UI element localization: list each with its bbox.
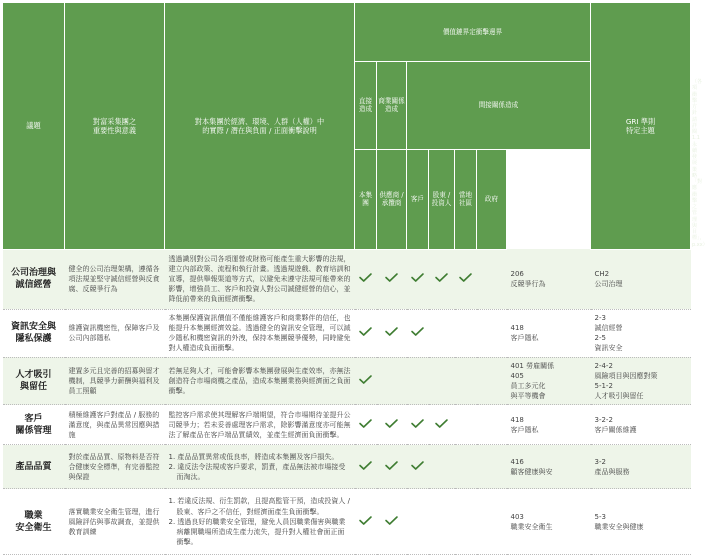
impact-list-item: 1. 產品品質異常或低良率，將造成本集團及客戶損失。 (168, 452, 339, 461)
table-body (3, 249, 691, 555)
impact-list-item: 2. 違反法令法規或客戶要求，罰責，產品無法被市場接受而淘汰。 (168, 462, 346, 481)
impact-list-item: 1. 若違反法規、衍生罰款，且提高監管干預，造成投資人 / 股東、客戶之不信任，對經濟面產生負面衝擊。 (168, 497, 350, 516)
header-supplier-text: 供應商 / 承攬商 (379, 191, 404, 208)
row-significance: 對於產品品質、原物料是否符合健康安全標準，有完善監控與保證 (65, 445, 165, 489)
row-chapter: CH2 公司治理 (591, 249, 691, 309)
table-row (3, 357, 691, 405)
row-impact (165, 309, 355, 357)
row-gri: 206 反競爭行為 (507, 249, 591, 309)
check-cell-investor (429, 309, 455, 357)
check-cell-supplier (377, 357, 407, 405)
table-row (3, 445, 691, 489)
row-impact (165, 249, 355, 309)
check-cell-group (355, 249, 377, 309)
check-cell-customer (407, 357, 429, 405)
row-significance: 健全的公司治理架構，遵循各項法規並堅守誠信經營與反貪腐、反競爭行為 (65, 249, 165, 309)
header-impact-text: 對本集團於經濟、環境、人群（人權）中 的實際 / 潛在與負面 / 正面衝擊說明 (194, 116, 325, 135)
impact-list (169, 452, 351, 482)
row-topic: 客戶 關係管理 (3, 405, 65, 445)
check-icon (411, 327, 424, 336)
check-icon (385, 461, 398, 470)
header-gri (591, 3, 691, 250)
header-chapter-text: 管理方針對應章節 (692, 4, 700, 76)
check-cell-community (455, 357, 477, 405)
row-chapter: 3-2-2 客戶關係維護 (591, 405, 691, 445)
row-gri: 403 職業安全衛生 (507, 489, 591, 555)
header-community-text: 當地 社區 (458, 191, 473, 208)
header-community (455, 150, 477, 250)
check-icon (359, 419, 372, 428)
header-business (377, 61, 407, 149)
row-impact (165, 489, 355, 555)
row-gri: 418 客戶隱私 (507, 405, 591, 445)
check-cell-customer (407, 405, 429, 445)
header-government: 政府 (477, 150, 507, 250)
check-icon (359, 327, 372, 336)
check-cell-investor (429, 249, 455, 309)
row-chapter: 3-2 產品與服務 (591, 445, 691, 489)
row-impact (165, 357, 355, 405)
check-cell-investor (429, 405, 455, 445)
check-cell-government (477, 357, 507, 405)
check-cell-community (455, 405, 477, 445)
check-cell-supplier (377, 489, 407, 555)
check-icon (385, 419, 398, 428)
check-cell-customer (407, 445, 429, 489)
row-topic: 產品品質 (3, 445, 65, 489)
check-cell-community (455, 445, 477, 489)
table-row (3, 249, 691, 309)
check-cell-government (477, 249, 507, 309)
header-direct-text: 直接 造成 (358, 97, 373, 114)
check-cell-group (355, 405, 377, 445)
header-significance-text: 對富采集團之 重要性與意義 (92, 116, 137, 135)
check-icon (435, 273, 448, 282)
check-icon (385, 273, 398, 282)
row-significance: 建置多元且完善的招募與留才機制，具競爭力薪酬與福利及員工照顧 (65, 357, 165, 405)
check-cell-government (477, 309, 507, 357)
row-significance: 積極維護客戶對產品 / 服務的滿意度，與產品異常因應與措施 (65, 405, 165, 445)
check-icon (359, 516, 372, 525)
check-icon (359, 461, 372, 470)
check-icon (435, 419, 448, 428)
check-cell-group (355, 489, 377, 555)
row-chapter: 2-3 誠信經營 2-5 資訊安全 (591, 309, 691, 357)
header-business-text: 商業關係 造成 (378, 97, 405, 114)
check-cell-government (477, 405, 507, 445)
header-customer: 客戶 (407, 150, 429, 250)
check-cell-customer (407, 249, 429, 309)
header-topic: 議題 (3, 3, 65, 250)
check-cell-government (477, 445, 507, 489)
header-significance (65, 3, 165, 250)
header-impact (165, 3, 355, 250)
check-icon (385, 516, 398, 525)
impact-list-item: 2. 透過良好的職業安全管理，避免人員因職業傷害與職業病離開職場所造成生產力流失，提升對人權社會面正面衝擊。 (168, 517, 346, 547)
check-cell-community (455, 249, 477, 309)
row-gri: 401 勞雇關係 405 員工多元化 與平等機會 (507, 357, 591, 405)
check-cell-community (455, 309, 477, 357)
check-icon (411, 273, 424, 282)
check-cell-government (477, 489, 507, 555)
check-cell-investor (429, 445, 455, 489)
check-cell-supplier (377, 405, 407, 445)
header-group: 本集團 (355, 150, 377, 250)
check-icon (411, 419, 424, 428)
header-gri-text: GRI 準則 特定主題 (625, 116, 656, 135)
check-icon (459, 273, 472, 282)
check-icon (359, 273, 372, 282)
check-cell-community (455, 489, 477, 555)
impact-text: 本集團保護資訊價值不僅能維護客戶和商業夥伴的信任，也能提升本集團經濟效益。透過健全的資訊安全管理，可以減少隱私和機密資訊的外洩，保持本集團競爭優勢，同時避免對人權造成負面衝擊。 (168, 313, 351, 353)
check-icon (385, 327, 398, 336)
header-relation: 間接關係造成 (407, 61, 591, 149)
check-cell-customer (407, 489, 429, 555)
check-cell-group (355, 309, 377, 357)
impact-text: 監控客戶需求使其理解客戶端期望，符合市場期待並提升公司競爭力；若未妥善處理客戶需求，除影響滿意度亦可能無法了解產品在客戶端品質績效，並產生經濟面負面衝擊。 (168, 410, 351, 439)
header-supplier (377, 150, 407, 250)
table-row (3, 489, 691, 555)
check-cell-supplier (377, 249, 407, 309)
check-cell-supplier (377, 309, 407, 357)
header-investor-text: 股東 / 投資人 (431, 191, 452, 208)
materiality-table: 議題 對富采集團之 重要性與意義 對本集團於經濟、環境、人群（人權）中 的實際 / 潛在與負面 / 正面衝擊說明 價值鏈界定衝擊邊界 GRI 準則 特定主題 管理方針對應章節 （各項衝擊方針請詳閱 1.1 永續發展策略「對應衝擊之管理與目標」，p.xx） 直接 造成 商業關係 造成 間接關係造成 本集團 供應商 / 承攬商 客戶 股東 / 投資人 當地 社區 政府 公司治理與 誠信經營 健全的公司治理架構，遵循各項法規並堅守誠信經營與反貪腐、反競爭行為 透過識別對公司各項運營或財務可能產生重大影響的法規，建立內部政策、流程和執行計畫。透過規遊戲、教育培訓和宣導，提供舉報渠道等方式，以避免未遵守法規可能帶來的影響，增強員工、客戶和投資人對公司誠健經營的信心，並降低前帶來的負面經濟衝擊。 206 反競爭行為 CH2 公司治理 資訊安全與 隱私保護 維護資訊機密性，保障客戶及公司內部隱私 本集團保護資訊價值不僅能維護客戶和商業夥伴的信任，也能提升本集團經濟效益。透過健全的資訊安全管理，可以減少隱私和機密資訊的外洩，保持本集團競爭優勢，同時避免對人權造成負面衝擊。 418 客戶隱私 2-3 誠信經營 2-5 資訊安全 人才吸引 與留任 建置多元且完善的招募與留才機制，具競爭力薪酬與福利及員工照顧 若無足夠人才，可能會影響本集團發展與生產效率，亦無法創造符合市場商機之產品，造成本集團業務與經濟面之負面衝擊。 401 勞雇關係 405 員工多元化 與平等機會 2-4-2 風險項目與因應對策 5-1-2 人才吸引與留任 客戶 關係管理 積極維護客戶對產品 / 服務的滿意度，與產品異常因應與措施 監控客戶需求使其理解客戶端期望，符合市場期待並提升公司競爭力；若未妥善處理客戶需求，除影響滿意度亦可能無法了解產品在客戶端品質績效，並產生經濟面負面衝擊。 418 客戶隱私 3-2-2 客戶關係維護 產品品質 對於產品品質、原物料是否符合健康安全標準，有完善監控與保證 1. 產品品質異常或低良率，將造成本集團及客戶損失。 2. 違反法令法規或客戶要求，罰責，產品無法被市場接受而淘汰。 416 顧客健康與安 3-2 產品與服務 職業 安全衛生 落實職業安全衛生管理，進行風險評估與事故調查，並提供教育訓練 1. 若違反法規、衍生罰款，且提高監管干預，造成投資人 / 股東、客戶之不信任，對經濟面產生負面衝擊。 2. 透過良好的職業安全管理，避免人員因職業傷害與職業病離開職場所造成生產力流失，提升對人權社會面正面衝擊。 403 職業安全衛生 5-3 職業安全與健康 (2, 2, 691, 555)
header-investor (429, 150, 455, 250)
row-significance: 維護資訊機密性，保障客戶及公司內部隱私 (65, 309, 165, 357)
row-topic: 資訊安全與 隱私保護 (3, 309, 65, 357)
check-icon (359, 375, 372, 384)
check-cell-investor (429, 357, 455, 405)
row-gri: 416 顧客健康與安 (507, 445, 591, 489)
check-cell-group (355, 445, 377, 489)
row-topic: 人才吸引 與留任 (3, 357, 65, 405)
row-impact (165, 405, 355, 445)
check-cell-supplier (377, 445, 407, 489)
row-gri: 418 客戶隱私 (507, 309, 591, 357)
row-topic: 公司治理與 誠信經營 (3, 249, 65, 309)
check-cell-customer (407, 309, 429, 357)
row-topic: 職業 安全衛生 (3, 489, 65, 555)
row-chapter: 5-3 職業安全與健康 (591, 489, 691, 555)
header-direct (355, 61, 377, 149)
row-significance: 落實職業安全衛生管理，進行風險評估與事故調查，並提供教育訓練 (65, 489, 165, 555)
table-row (3, 405, 691, 445)
check-icon (411, 461, 424, 470)
row-impact (165, 445, 355, 489)
impact-text: 透過識別對公司各項運營或財務可能產生重大影響的法規，建立內部政策、流程和執行計畫。透過規遊戲、教育培訓和宣導，提供舉報渠道等方式，以避免未遵守法規可能帶來的影響，增強員工、客戶和投資人對公司誠健經營的信心，並降低前帶來的負面經濟衝擊。 (168, 254, 351, 304)
impact-text: 若無足夠人才，可能會影響本集團發展與生產效率，亦無法創造符合市場商機之產品，造成本集團業務與經濟面之負面衝擊。 (168, 366, 351, 396)
row-chapter: 2-4-2 風險項目與因應對策 5-1-2 人才吸引與留任 (591, 357, 691, 405)
check-cell-group (355, 357, 377, 405)
check-cell-investor (429, 489, 455, 555)
header-value-chain: 價值鏈界定衝擊邊界 (355, 3, 591, 62)
impact-list (169, 496, 351, 547)
table-row (3, 309, 691, 357)
